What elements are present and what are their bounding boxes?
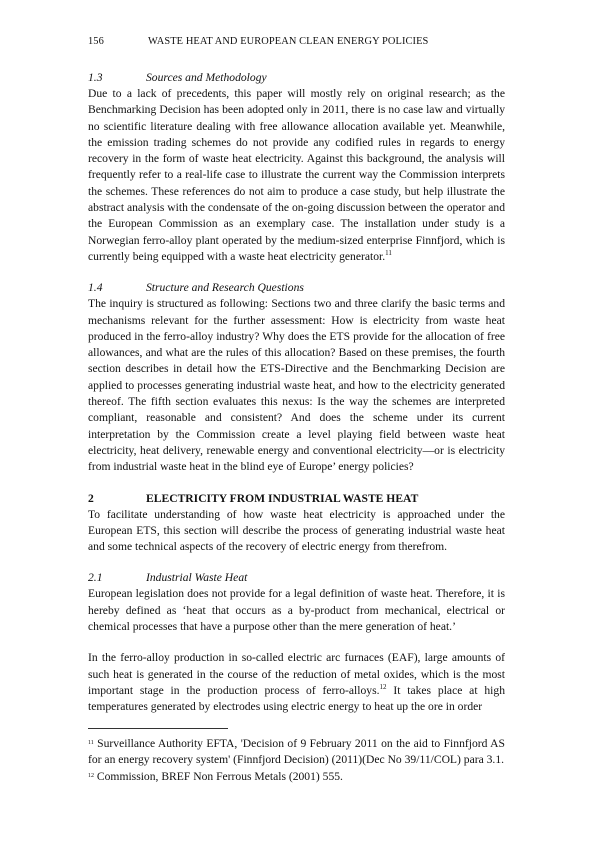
running-title: WASTE HEAT AND EUROPEAN CLEAN ENERGY POLICIES bbox=[148, 36, 429, 47]
footnotes bbox=[88, 736, 505, 785]
section-number: 1.4 bbox=[88, 281, 103, 295]
section-number: 2 bbox=[88, 491, 94, 505]
section-title: ELECTRICITY FROM INDUSTRIAL WASTE HEAT bbox=[146, 491, 419, 505]
section-title: Sources and Methodology bbox=[146, 71, 267, 84]
body-text bbox=[88, 70, 505, 716]
section-title: Structure and Research Questions bbox=[146, 281, 304, 295]
section-heading-1-3 bbox=[88, 70, 505, 86]
footnote-separator bbox=[88, 728, 228, 729]
page-number: 156 bbox=[88, 36, 104, 47]
section-heading-2 bbox=[88, 491, 505, 507]
paragraph: Due to a lack of precedents, this paper will mostly rely on original research; as the Benchmarking Decision has been adopted only in 2011, there is no case law and virtually no scientific literature dealing with free allowance allocation available yet. Meanwhile, the emission trading schemes do not provide any codified rules in regards to energy recovery in the form of waste heat electricity. Against this background, the analysis will frequently refer to a real-life case to illustrate the current way the Commission interprets the schemes. These references do not aim to produce a case study, but help illustrate the abstract analysis with the condensate of the on-going discussion between the operator and the European Commission as an exemplary case. The installation under study is a Norwegian ferro-alloy plant operated by the medium-sized enterprise Finnfjord, which is currently being equipped with a waste heat electricity generator.$^{11}$ bbox=[88, 87, 505, 263]
paragraph: The inquiry is structured as following: Sections two and three clarify the basic terms and mechanisms relevant for the further assessment: How is electricity from waste heat produced in the ferro-alloy industry? Why does the ETS provide for the allocation of free allowances, and what are the rules of this allocation? Based on these premises, the fourth section describes in detail how the ETS-Directive and the Benchmarking Decision are applied to processes generating industrial waste heat, and how to the electricity generated thereof. The fifth section evaluates this nexus: Is the way the schemes are interpreted compliant, reasonable and consistent? And does the scheme under its current interpretation by the Commission create a level playing field between waste heat electricity, heat delivery, renewable energy and conventional electricity—or is electricity from industrial waste heat in the blind eye of Europe’ energy policies? bbox=[88, 297, 505, 474]
section-number: 2.1 bbox=[88, 571, 103, 585]
section-title: Industrial Waste Heat bbox=[146, 571, 248, 585]
paragraph: European legislation does not provide for a legal definition of waste heat. Therefore, it is hereby defined as ‘heat that occurs as a by-product from mechanical, electrical or chemical processes that have a purpose other than the mere generation of heat.’ bbox=[88, 587, 505, 634]
section-heading-1-4 bbox=[88, 280, 505, 296]
paragraph: In the ferro-alloy production in so-called electric arc furnaces (EAF), large amounts of such heat is generated in the course of the reduction of metal oxides, which is the most important stage in the production process of ferro-alloys.$^{12}$ It takes place at high temperatures generated by electrodes using electric energy to heat up the ore in order bbox=[88, 651, 505, 714]
paragraph: To facilitate understanding of how waste heat electricity is approached under the European ETS, this section will describe the process of generating industrial waste heat and some technical aspects of the recovery of electric energy from therefrom. bbox=[88, 507, 505, 554]
footnote-ref: 11 bbox=[385, 248, 392, 257]
section-heading-2-1 bbox=[88, 570, 505, 586]
section-number: 1.3 bbox=[88, 71, 103, 84]
footnote-ref: 12 bbox=[379, 682, 387, 691]
footnote: $^{12}$ Commission, BREF Non Ferrous Metals (2001) 555. bbox=[88, 769, 343, 783]
footnote: $^{11}$ Surveillance Authority EFTA, 'Decision of 9 February 2011 on the aid to Finnfjord AS for an energy recovery system' (Finnfjord Decision) (2011)(Dec No 39/11/COL) para 3.1. bbox=[88, 737, 505, 767]
